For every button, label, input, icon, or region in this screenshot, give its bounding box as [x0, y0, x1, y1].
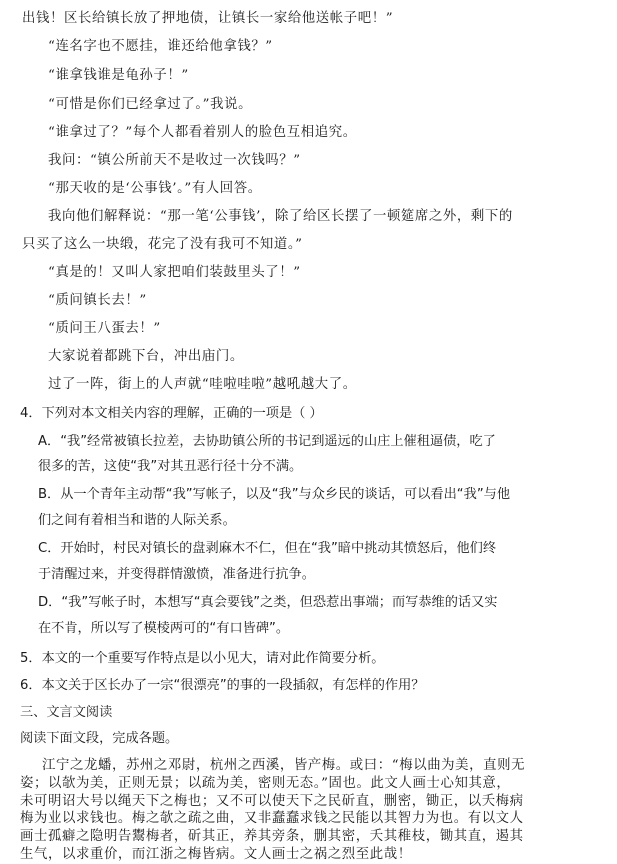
option-b-line-2: 们之间有着相当和谐的人际关系。: [38, 513, 236, 528]
story-line: “真是的！又叫人家把咱们装鼓里头了！”: [48, 265, 301, 280]
question-5: 5．本文的一个重要写作特点是以小见大，请对此作简要分析。: [20, 651, 385, 666]
option-a-line-1: A．“我”经常被镇长拉差，去协助镇公所的书记到遥远的山庄上催租逼债，吃了: [38, 434, 496, 449]
story-line: “谁拿钱谁是龟孙子！”: [48, 68, 189, 83]
story-line: “连名字也不愿挂，谁还给他拿钱？”: [48, 39, 273, 54]
classical-passage-line: 未可明诏大号以绳天下之梅也；又不可以使天下之民斫直，删密，锄正，以夭梅病: [20, 793, 524, 809]
option-d-line-2: 在不肯，所以写了模棱两可的“有口皆碑”。: [38, 621, 290, 636]
classical-passage-line: 梅为业以求钱也。梅之欹之疏之曲，又非蠢蠢求钱之民能以其智力为也。有以文人: [20, 811, 524, 827]
option-c-line-2: 于清醒过来，并变得群情激愤，准备进行抗争。: [38, 567, 315, 582]
section-heading: 三、文言文阅读: [20, 705, 113, 720]
classical-passage-line: 画士孤癖之隐明告鬻梅者，斫其正，养其旁条，删其密，夭其稚枝，锄其直，遏其: [20, 829, 524, 845]
story-line: 大家说着都跳下台，冲出庙门。: [48, 349, 244, 364]
classical-passage-line: 江宁之龙蟠，苏州之邓尉，杭州之西溪，皆产梅。或曰：“梅以曲为美，直则无: [42, 758, 526, 773]
option-c-line-1: C．开始时，村民对镇长的盘剥麻木不仁，但在“我”暗中挑动其愤怒后，他们终: [38, 541, 497, 556]
story-line: “质问镇长去！”: [48, 293, 147, 308]
story-line: 我问：“镇公所前天不是收过一次钱吗？”: [48, 153, 301, 168]
story-line: 过了一阵，街上的人声就“哇啦哇啦”越吼越大了。: [48, 377, 357, 392]
story-line: “那天收的是‘公事钱’。”有人回答。: [48, 181, 262, 196]
classical-passage-line: 生气，以求重价，而江浙之梅皆病。文人画士之祸之烈至此哉！: [20, 847, 412, 862]
classical-passage-line: 姿；以欹为美，正则无景；以疏为美，密则无态。”固也。此文人画士心知其意，: [20, 775, 511, 791]
story-line: “谁拿过了？”每个人都看着别人的脸色互相追究。: [48, 125, 357, 140]
story-line: 我向他们解释说：“那一笔‘公事钱’，除了给区长摆了一顿筵席之外，剩下的: [48, 209, 513, 224]
story-line: 出钱！区长给镇长放了押地债，让镇长一家给他送帐子吧！”: [22, 11, 394, 26]
story-line: “可惜是你们已经拿过了。”我说。: [48, 97, 253, 112]
option-a-line-2: 很多的苦，这使“我”对其丑恶行径十分不满。: [38, 459, 303, 474]
section-instruction: 阅读下面文段，完成各题。: [20, 731, 179, 746]
option-d-line-1: D．“我”写帐子时，本想写“真会要钱”之类，但恐惹出事端；而写恭维的话又实: [38, 595, 498, 610]
question-6: 6．本文关于区长办了一宗“很漂亮”的事的一段插叙，有怎样的作用？: [20, 678, 425, 693]
story-line: “质问王八蛋去！”: [48, 321, 161, 336]
option-b-line-1: B．从一个青年主动帮“我”写帐子，以及“我”与众乡民的谈话，可以看出“我”与他: [38, 487, 511, 502]
question-4-stem: 4．下列对本文相关内容的理解，正确的一项是（ ）: [20, 406, 323, 421]
story-line: 只买了这么一块缎，花完了没有我可不知道。”: [22, 237, 303, 252]
